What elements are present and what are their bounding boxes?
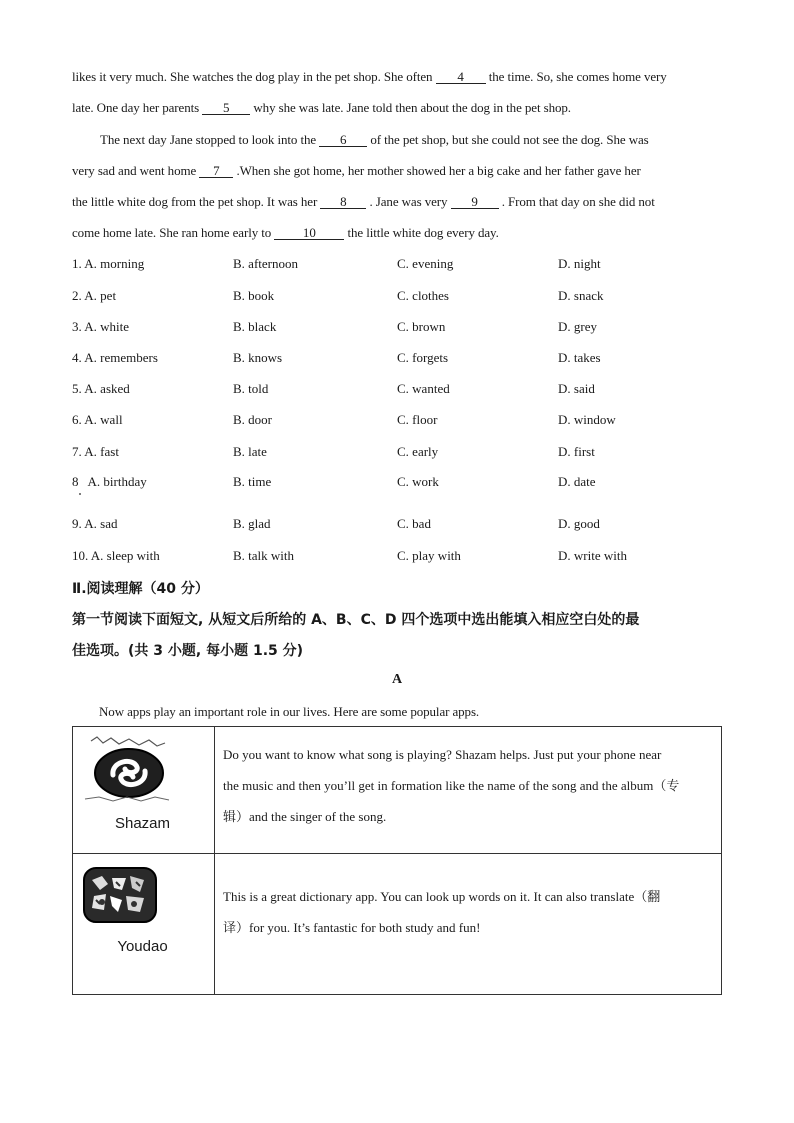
description-line: Do you want to know what song is playing? Shazam helps. Just put your phone near xyxy=(223,747,662,762)
app-description xyxy=(215,854,722,995)
passage-text: the time. So, she comes home very xyxy=(485,69,667,84)
q2-option-c: C. clothes xyxy=(397,288,449,303)
q3-option-d: D. grey xyxy=(558,319,597,334)
q2-option-b: B. book xyxy=(233,288,275,303)
passage-text: the little white dog from the pet shop. It was her xyxy=(72,194,321,209)
q7-option-d: D. first xyxy=(558,444,595,459)
app-name: Youdao xyxy=(117,938,168,955)
q1-option-d: D. night xyxy=(558,256,601,271)
app-logo-cell xyxy=(73,727,215,854)
q4-option-b: B. knows xyxy=(233,350,283,365)
passage-line-5 xyxy=(72,194,655,210)
youdao-logo-icon xyxy=(82,866,158,924)
q7-option-c: C. early xyxy=(397,444,439,459)
passage-text: of the pet shop, but she could not see the dog. She was xyxy=(367,132,649,147)
q9-option-d: D. good xyxy=(558,516,600,531)
q10-option-c: C. play with xyxy=(397,548,461,563)
passage-text: come home late. She ran home early to xyxy=(72,225,275,240)
q4-option-a: 4. A. remembers xyxy=(72,350,158,365)
q9-option-b: B. glad xyxy=(233,516,271,531)
q5-option-a: 5. A. asked xyxy=(72,381,130,396)
passage-text: why she was late. Jane told then about the dog in the pet shop. xyxy=(250,100,571,115)
app-name: Shazam xyxy=(114,815,171,832)
q7-option-b: B. late xyxy=(233,444,267,459)
blank-6: 6 xyxy=(319,133,367,147)
q9-option-a: 9. A. sad xyxy=(72,516,118,531)
q1-option-c: C. evening xyxy=(397,256,454,271)
shazam-logo-icon xyxy=(83,735,173,805)
app-description xyxy=(215,727,722,854)
q5-option-c: C. wanted xyxy=(397,381,450,396)
description-line: the music and then you’ll get in formation like the name of the song and the album（专 xyxy=(223,778,680,793)
description-line: This is a great dictionary app. You can look up words on it. It can also translate（翻 xyxy=(223,889,661,904)
q4-option-d: D. takes xyxy=(558,350,601,365)
q6-option-d: D. window xyxy=(558,412,616,427)
q6-option-a: 6. A. wall xyxy=(72,412,123,427)
intro-text: Now apps play an important role in our lives. Here are some popular apps. xyxy=(99,704,480,719)
passage-text: . Jane was very xyxy=(366,194,451,209)
passage-line-2 xyxy=(72,100,571,116)
q10-option-a: 10. A. sleep with xyxy=(72,548,160,563)
q10-option-d: D. write with xyxy=(558,548,627,563)
passage-text: late. One day her parents xyxy=(72,100,203,115)
passage-line-6 xyxy=(72,225,499,241)
passage-line-1 xyxy=(72,69,667,85)
passage-line-3 xyxy=(100,132,649,148)
blank-7: 7 xyxy=(199,164,233,178)
description-line: 辑）and the singer of the song. xyxy=(223,809,387,824)
passage-text: . From that day on she did not xyxy=(498,194,655,209)
passage-text: The next day Jane stopped to look into the xyxy=(100,132,320,147)
table-row xyxy=(73,727,722,854)
q8-option-b: B. time xyxy=(233,474,272,489)
passage-line-4 xyxy=(72,163,641,179)
blank-8: 8 xyxy=(320,195,366,209)
scan-speck xyxy=(79,493,81,495)
q4-option-c: C. forgets xyxy=(397,350,449,365)
q6-option-b: B. door xyxy=(233,412,272,427)
q8-option-c: C. work xyxy=(397,474,439,489)
blank-9: 9 xyxy=(451,195,499,209)
passage-text: likes it very much. She watches the dog play in the pet shop. She often xyxy=(72,69,436,84)
blank-5: 5 xyxy=(202,101,250,115)
q8-option-d: D. date xyxy=(558,474,596,489)
q6-option-c: C. floor xyxy=(397,412,438,427)
description-line: 译）for you. It’s fantastic for both study and fun! xyxy=(223,920,481,935)
table-row xyxy=(73,854,722,995)
q3-option-a: 3. A. white xyxy=(72,319,130,334)
passage-text: .When she got home, her mother showed her a big cake and her father gave her xyxy=(233,163,641,178)
q1-option-a: 1. A. morning xyxy=(72,256,145,271)
q5-option-d: D. said xyxy=(558,381,595,396)
passage-text: the little white dog every day. xyxy=(344,225,499,240)
app-logo-cell xyxy=(73,854,215,995)
q7-option-a: 7. A. fast xyxy=(72,444,119,459)
q3-option-b: B. black xyxy=(233,319,277,334)
part-label: A xyxy=(391,672,403,687)
q2-option-d: D. snack xyxy=(558,288,604,303)
q9-option-c: C. bad xyxy=(397,516,431,531)
section-instructions-line-2: 佳选项。(共 3 小题, 每小题 1.5 分) xyxy=(72,643,304,659)
q3-option-c: C. brown xyxy=(397,319,446,334)
blank-10: 10 xyxy=(274,226,344,240)
q8-option-a: 8 A. birthday xyxy=(72,474,147,489)
section-instructions-line-1: 第一节阅读下面短文, 从短文后所给的 A、B、C、D 四个选项中选出能填入相应空白处的最 xyxy=(72,612,640,628)
q10-option-b: B. talk with xyxy=(233,548,295,563)
q2-option-a: 2. A. pet xyxy=(72,288,117,303)
q5-option-b: B. told xyxy=(233,381,269,396)
apps-table xyxy=(72,726,722,995)
section-title: Ⅱ.阅读理解（40 分） xyxy=(72,581,209,597)
blank-4: 4 xyxy=(436,70,486,84)
passage-text: very sad and went home xyxy=(72,163,200,178)
q1-option-b: B. afternoon xyxy=(233,256,298,271)
